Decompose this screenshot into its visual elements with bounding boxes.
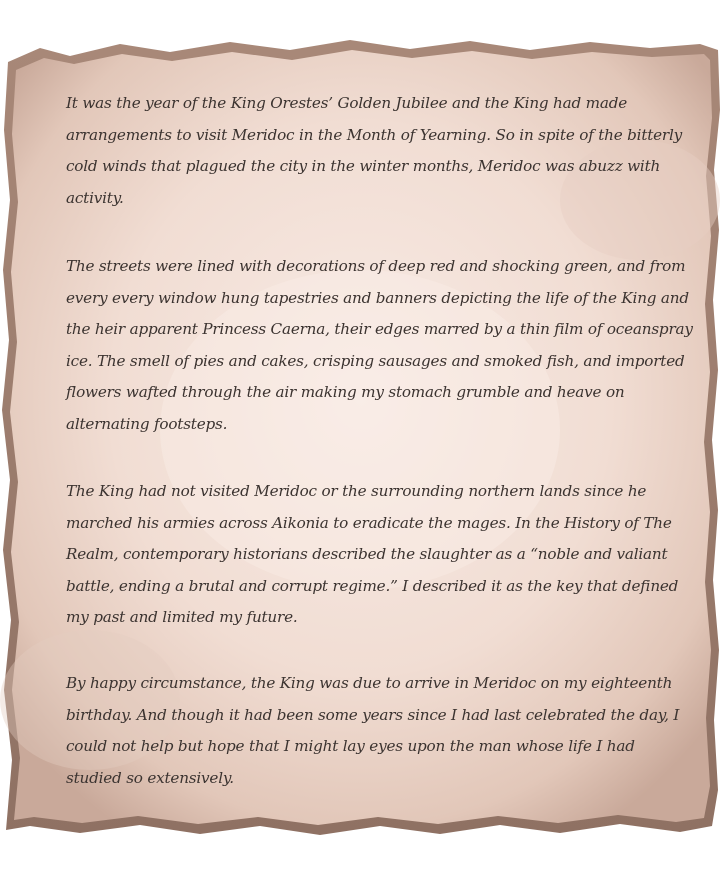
paragraph-1: It was the year of the King Orestes’ Golden Jubilee and the King had made arrangements to visit Meridoc in the Month of Yearning. So in spite of the bitterly cold winds that plagued the city in the winter months, Meridoc was abuzz with activity. <box>66 94 683 207</box>
paragraph-2: The streets were lined with decorations of deep red and shocking green, and from every every window hung tapestries and banners depicting the life of the King and the heir apparent Princess Caerna, their edges marred by a thin film of oceanspray ice. The smell of pies and cakes, crisping sausages and smoked fish, and imported flowers wafted through the air making my stomach grumble and heave on alternating footsteps. <box>66 257 693 433</box>
paragraph-3: The King had not visited Meridoc or the surrounding northern lands since he marched his armies across Aikonia to eradicate the mages. In the History of The Realm, contemporary historians described the slaughter as a “noble and valiant battle, ending a brutal and corrupt regime.” I described it as the key that defined my past and limited my future. <box>66 482 679 626</box>
paragraph-4: By happy circumstance, the King was due to arrive in Meridoc on my eighteenth birthday. And though it had been some years since I had last celebrated the day, I could not help but hope that I might lay eyes upon the man whose life I had studied so extensively. <box>66 674 680 787</box>
